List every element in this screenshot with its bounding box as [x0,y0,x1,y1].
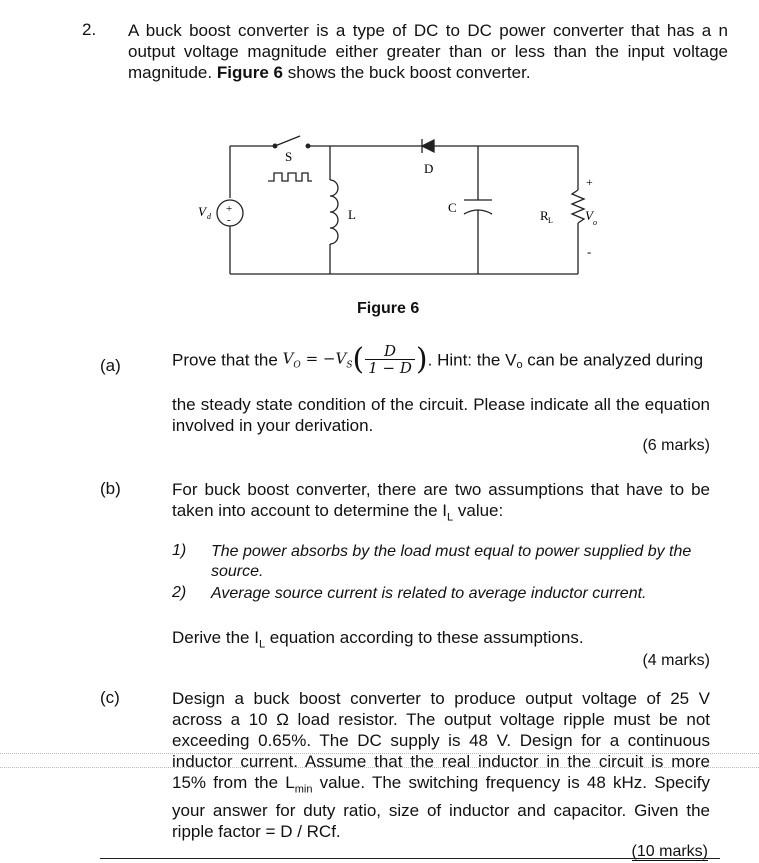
part-a-text-before: Prove that the [172,350,283,370]
part-b-marks: (4 marks) [642,652,710,669]
intro-text-end: shows the buck boost converter. [282,63,531,82]
resistor-subscript: L [548,216,553,225]
formula-lhs-sub: O [293,360,301,371]
part-c-marks-text: (10 marks) [631,843,708,860]
part-a-line1 [172,343,712,377]
part-c-label: (c) [100,688,120,707]
part-a-label: (a) [100,356,121,375]
intro-figure-ref: Figure 6 [216,63,283,82]
source-voltage-label: V [198,204,206,219]
part-b-text-before: For buck boost converter, there are two assumptions that have to be taken into account to determine the I [172,480,710,520]
part-a-hint-sub: o [516,359,523,372]
part-a-marks: (6 marks) [642,437,710,454]
part-c-text-end: value. The switching frequency is 48 kHz. Specify your answer for duty ratio, size of inductor and capacitor. Given the ripple factor = D / RCf. [172,773,710,842]
page-bottom-rule [100,858,720,859]
part-b-text-after: value: [453,501,504,520]
part-b-derive-sub: L [258,638,266,651]
question-number: 2. [82,20,97,39]
switch-label: S [285,149,293,164]
assumption-1-number: 1) [172,542,187,559]
inductor-label: L [348,207,356,222]
resistor-zigzag [572,190,584,223]
part-a-line2: the steady state condition of the circuit. Please indicate all the equation involved in your derivation. [172,395,710,435]
formula-mid: = −V [300,349,347,368]
part-b-text-sub: L [447,511,454,524]
resistor-label: R [540,208,549,223]
question-intro [128,20,728,83]
diode-triangle [422,140,434,152]
formula-mid-sub: S [346,360,353,371]
assumption-1-text: The power absorbs by the load must equal to power supplied by the source. [211,543,692,580]
diode-label: D [424,161,434,176]
switch-blade [275,136,300,146]
formula-lhs: V [282,349,294,368]
output-minus-sign: - [587,244,592,259]
assumption-2-number: 2) [172,584,187,601]
output-voltage-subscript: o [593,218,597,227]
buck-boost-circuit-diagram [190,128,597,288]
part-b-derive-after: equation according to these assumptions. [265,628,584,647]
source-voltage-subscript: d [207,212,211,221]
part-a-hint-start: . Hint: the V [427,350,517,370]
part-b-derive-before: Derive the I [172,628,259,647]
part-c-text [172,688,710,842]
source-plus-sign: + [226,203,233,215]
part-c-text-sub: min [294,783,313,796]
part-b-text [172,479,710,528]
part-a-formula: $V_O = -V_S$( $\frac{D}{1 - D}$ ) [282,342,428,377]
formula-fraction [365,343,415,376]
inductor-coil [330,180,338,244]
part-a-hint-rest: can be analyzed during [522,350,704,370]
part-b-label: (b) [100,479,121,498]
source-minus-sign: - [227,214,231,226]
output-voltage-label: V [585,208,593,223]
formula-numerator: D [365,343,415,360]
figure-caption: Figure 6 [357,300,420,317]
part-c-text-start: Design a buck boost converter to produce output voltage of 25 V across a 10 Ω load resistor. The output voltage ripple must be not exceeding 0.65%. The DC supply is 48 V. Design for a continuous inductor current. Assume that the real inductor in the circuit is more 15% from the L [172,689,710,792]
output-plus-sign: + [586,175,593,189]
assumption-2-text: Average source current is related to average inductor current. [211,585,647,602]
formula-denominator: 1 − D [368,359,412,377]
capacitor-label: C [448,200,457,215]
intro-text-start: A buck boost converter is a type of DC to DC power converter that has a n output voltage magnitude either greater than or less than the input voltage magnitude. [128,21,728,82]
pwm-pulse-symbol [268,173,312,181]
